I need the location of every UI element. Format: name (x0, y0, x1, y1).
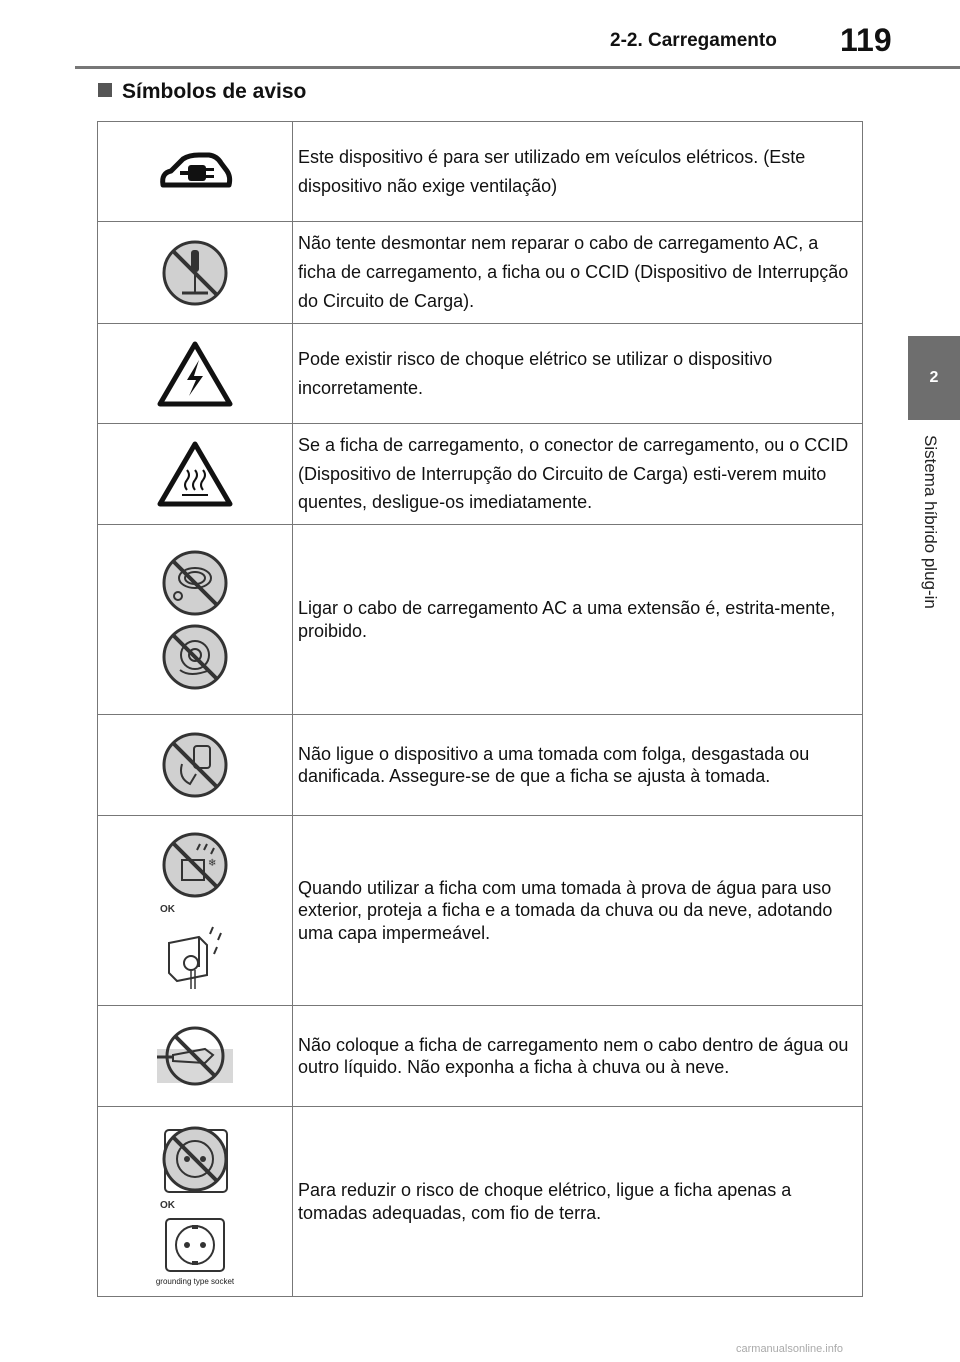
svg-text:❄: ❄ (208, 858, 217, 869)
socket-caption: grounding type socket (155, 1276, 235, 1286)
grounded-socket-icon (160, 1215, 230, 1275)
symbol-cell (98, 222, 293, 324)
no-disassembly-icon (160, 238, 230, 308)
symbol-cell (98, 424, 293, 525)
page-number: 119 (840, 22, 892, 58)
description-cell: Quando utilizar a ficha com uma tomada à prova de água para uso exterior, proteja a ficha e a tomada da chuva ou da neve, adotando uma capa impermeável. (293, 816, 863, 1006)
bullet-square-icon (98, 83, 112, 97)
hot-surface-warning-icon (156, 440, 234, 508)
ok-label: OK (160, 1199, 175, 1211)
symbol-cell (98, 525, 293, 715)
header-divider (75, 66, 960, 69)
symbol-cell (98, 715, 293, 816)
description-cell: Se a ficha de carregamento, o conector de carregamento, ou o CCID (Dispositivo de Interrupção do Circuito de Carga) esti-verem muito quentes, desligue-os imediatamente. (293, 424, 863, 525)
symbol-cell (98, 122, 293, 222)
table-row (98, 816, 863, 1006)
symbol-cell (98, 816, 293, 1006)
chapter-tab: 2 (908, 336, 960, 420)
table-row (98, 324, 863, 424)
description-cell: Para reduzir o risco de choque elétrico, ligue a ficha apenas a tomadas adequadas, com fio de terra. (293, 1107, 863, 1297)
section-title (98, 80, 306, 104)
electric-shock-warning-icon (156, 340, 234, 408)
no-cord-reel-icon (160, 622, 230, 692)
no-rain-outlet-icon (160, 830, 230, 900)
section-title-text: Símbolos de aviso (122, 80, 307, 103)
table-row (98, 424, 863, 525)
symbol-cell (98, 324, 293, 424)
no-ungrounded-socket-icon (157, 1122, 233, 1196)
table-row (98, 525, 863, 715)
description-cell: Não coloque a ficha de carregamento nem o cabo dentro de água ou outro líquido. Não exponha a ficha à chuva ou à neve. (293, 1006, 863, 1107)
description-cell: Pode existir risco de choque elétrico se utilizar o dispositivo incorretamente. (293, 324, 863, 424)
no-extension-cord-icon (160, 548, 230, 618)
symbol-cell (98, 1107, 293, 1297)
footer-watermark: carmanualsonline.info (736, 1343, 844, 1355)
description-cell: Não tente desmontar nem reparar o cabo de carregamento AC, a ficha de carregamento, a ficha ou o CCID (Dispositivo de Interrupção do Circuito de Carga). (293, 222, 863, 324)
description-cell: Ligar o cabo de carregamento AC a uma extensão é, estrita-mente, proibido. (293, 525, 863, 715)
table-row (98, 222, 863, 324)
electric-vehicle-icon (155, 147, 235, 197)
table-row (98, 122, 863, 222)
table-row (98, 1107, 863, 1297)
description-cell: Não ligue o dispositivo a uma tomada com folga, desgastada ou danificada. Assegure-se de que a ficha se ajusta à tomada. (293, 715, 863, 816)
chapter-label: Sistema híbrido plug-in (921, 435, 940, 609)
description-cell: Este dispositivo é para ser utilizado em veículos elétricos. (Este dispositivo não exige ventilação) (293, 122, 863, 222)
no-loose-outlet-icon (160, 730, 230, 800)
table-row (98, 715, 863, 816)
table-row (98, 1006, 863, 1107)
no-submerge-icon (155, 1025, 235, 1087)
warning-symbols-table (97, 121, 863, 1297)
running-header: 2-2. Carregamento (610, 30, 777, 51)
symbol-cell (98, 1006, 293, 1107)
ok-label: OK (160, 904, 175, 915)
outdoor-outlet-cover-icon (155, 919, 235, 991)
